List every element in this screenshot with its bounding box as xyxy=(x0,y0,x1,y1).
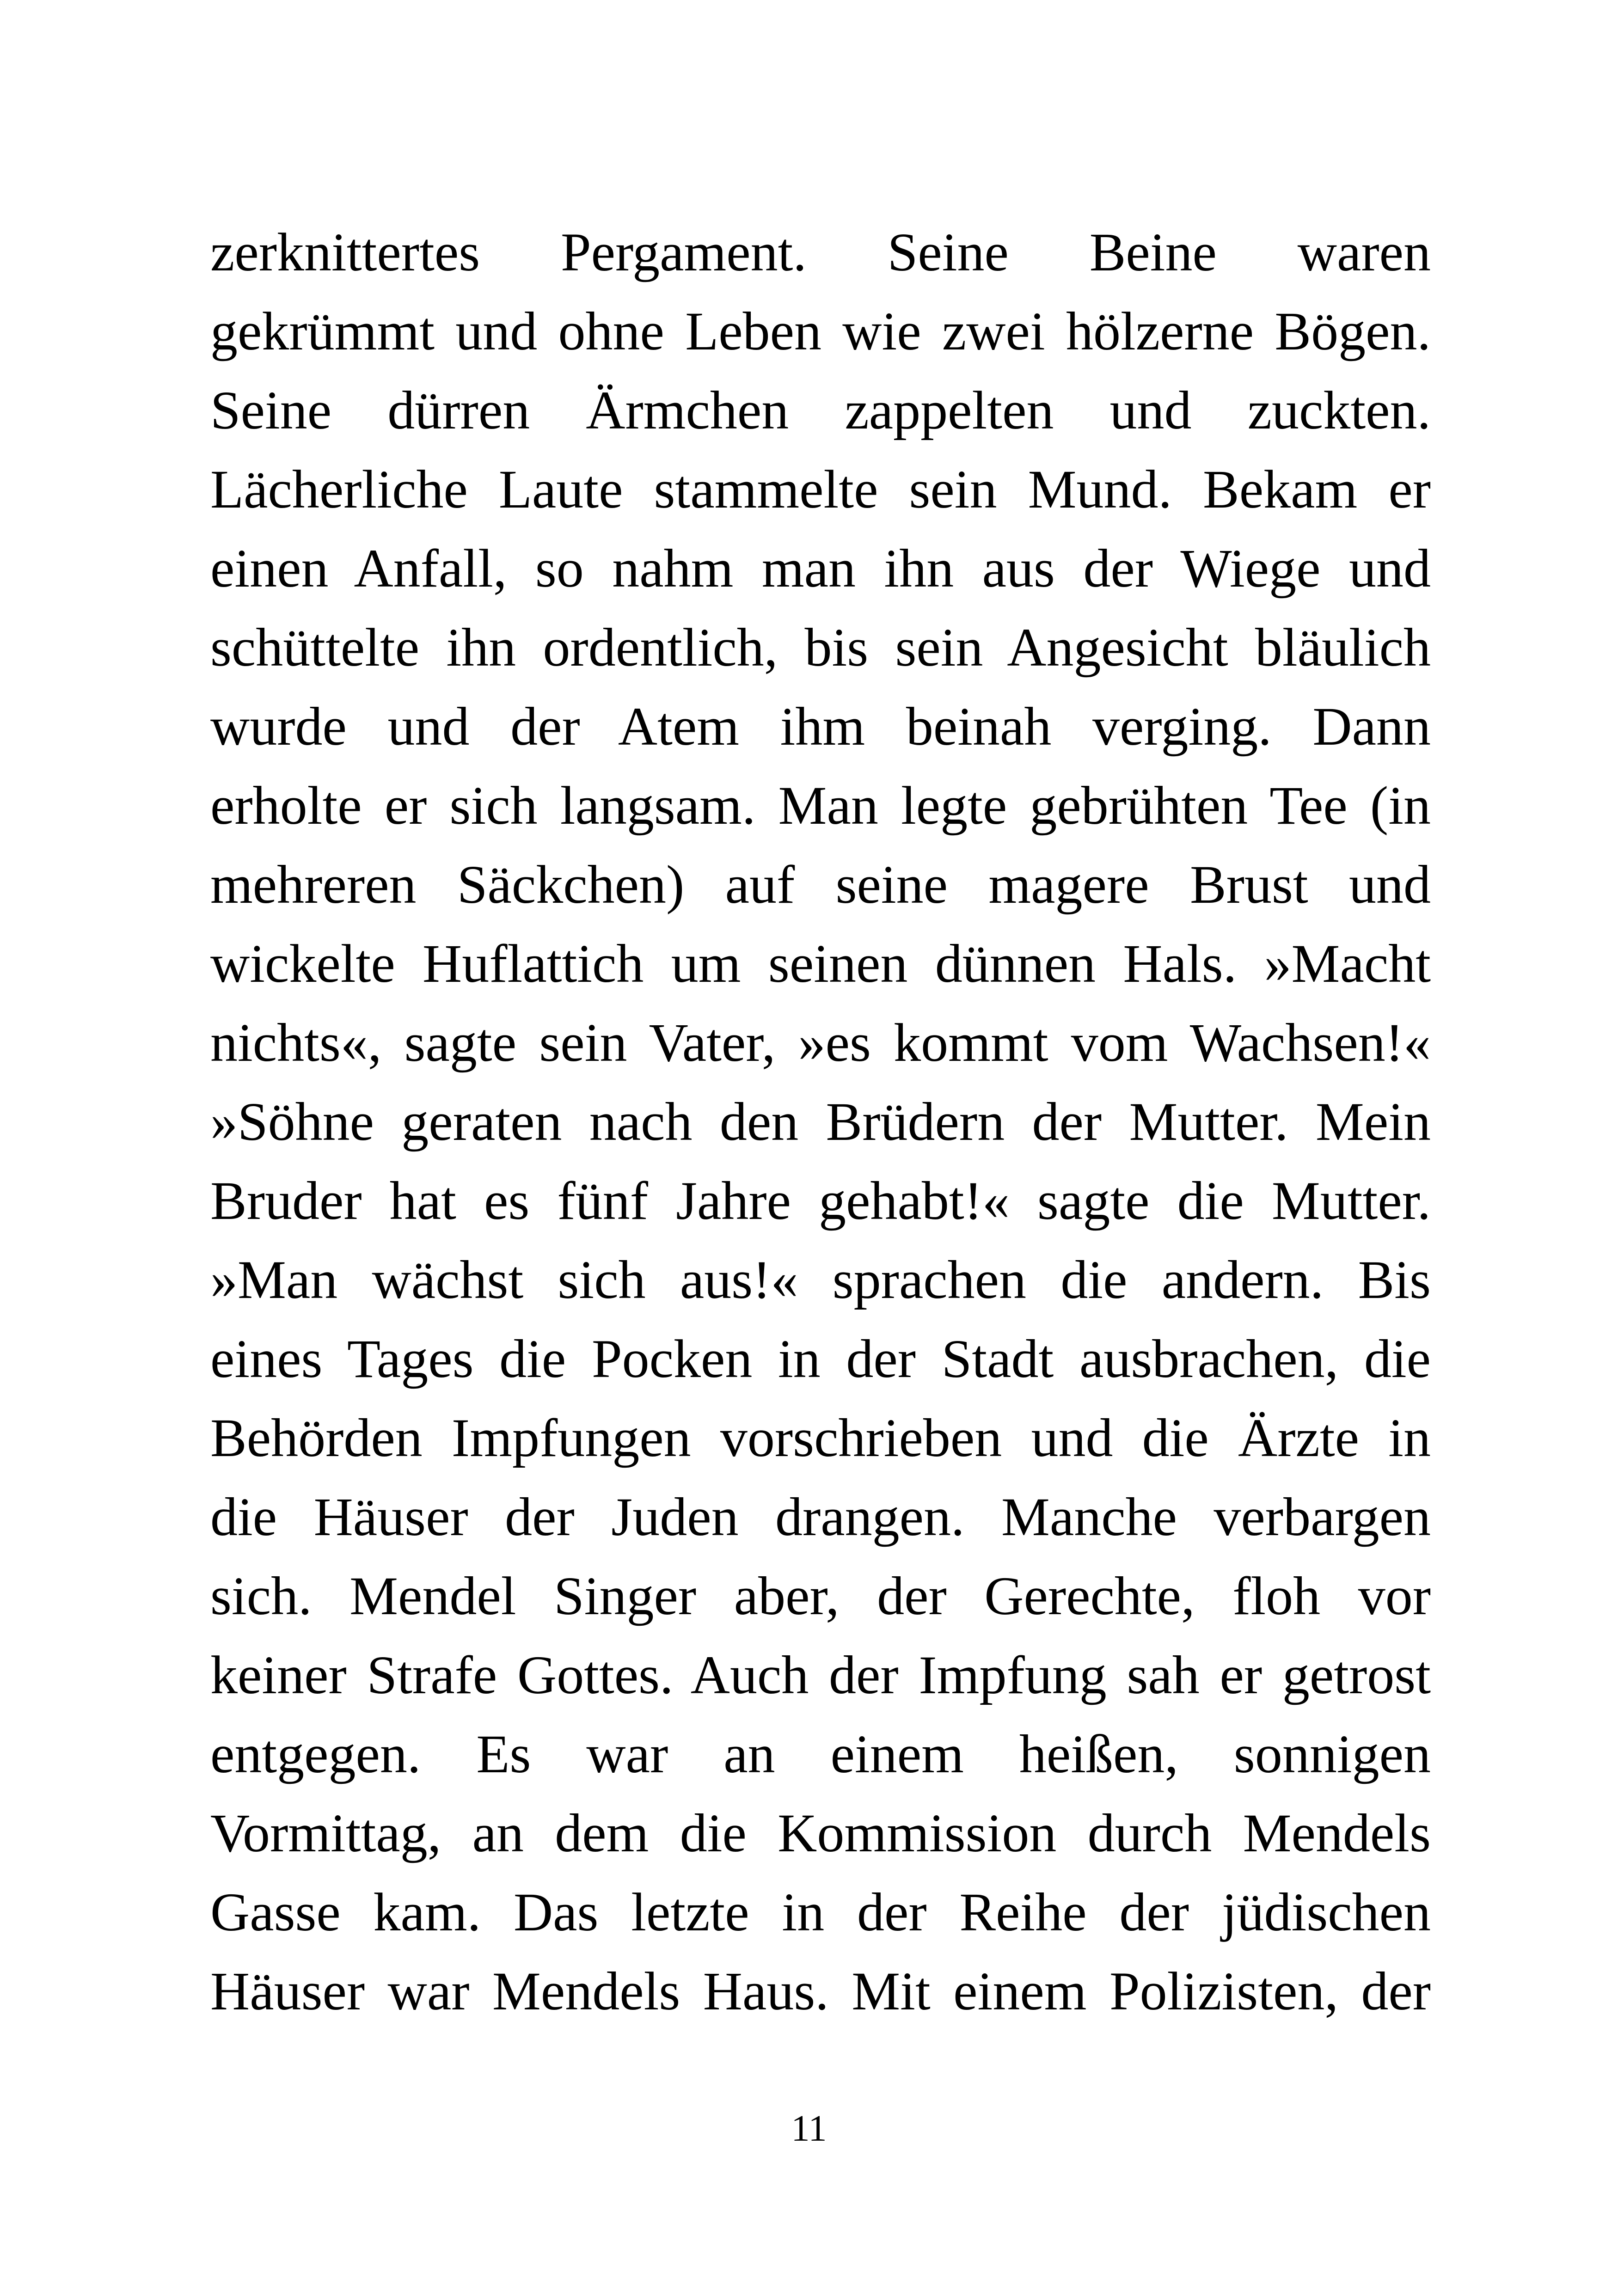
text-line: Gasse kam. Das letzte in der Reihe der jüdischen xyxy=(210,1882,1431,1942)
text-line: Seine dürren Ärmchen zappelten und zuckten. xyxy=(210,380,1431,441)
text-line: Lächerliche Laute stammelte sein Mund. Bekam er xyxy=(210,459,1431,520)
text-line: »Man wächst sich aus!« sprachen die andern. Bis xyxy=(210,1249,1431,1310)
text-line: die Häuser der Juden drangen. Manche verbargen xyxy=(210,1487,1431,1547)
text-line: Behörden Impfungen vorschrieben und die Ärzte in xyxy=(210,1408,1431,1468)
text-line: gekrümmt und ohne Leben wie zwei hölzerne Bögen. xyxy=(210,301,1431,361)
text-line: zerknittertes Pergament. Seine Beine waren xyxy=(210,222,1431,282)
text-line: entgegen. Es war an einem heißen, sonnigen xyxy=(210,1724,1431,1784)
text-line: erholte er sich langsam. Man legte gebrühten Tee (in xyxy=(210,775,1431,836)
text-line: schüttelte ihn ordentlich, bis sein Angesicht bläulich xyxy=(210,617,1431,678)
text-line: keiner Strafe Gottes. Auch der Impfung sah er getrost xyxy=(210,1645,1431,1705)
text-line: wurde und der Atem ihm beinah verging. Dann xyxy=(210,696,1431,757)
text-line: Häuser war Mendels Haus. Mit einem Polizisten, der xyxy=(210,1961,1431,2021)
text-line: sich. Mendel Singer aber, der Gerechte, floh vor xyxy=(210,1566,1431,1626)
text-line: mehreren Säckchen) auf seine magere Brust und xyxy=(210,854,1431,915)
text-line: eines Tages die Pocken in der Stadt ausbrachen, die xyxy=(210,1329,1431,1389)
page-number: 11 xyxy=(791,2108,827,2149)
text-line: Bruder hat es fünf Jahre gehabt!« sagte die Mutter. xyxy=(210,1170,1431,1231)
text-line: wickelte Huflattich um seinen dünnen Hals. »Macht xyxy=(210,933,1431,994)
text-line: Vormittag, an dem die Kommission durch Mendels xyxy=(210,1803,1431,1863)
text-line: nichts«, sagte sein Vater, »es kommt vom Wachsen!« xyxy=(210,1012,1431,1073)
text-line: einen Anfall, so nahm man ihn aus der Wiege und xyxy=(210,538,1431,599)
text-line: »Söhne geraten nach den Brüdern der Mutter. Mein xyxy=(210,1091,1431,1152)
body-text xyxy=(210,213,1431,2031)
